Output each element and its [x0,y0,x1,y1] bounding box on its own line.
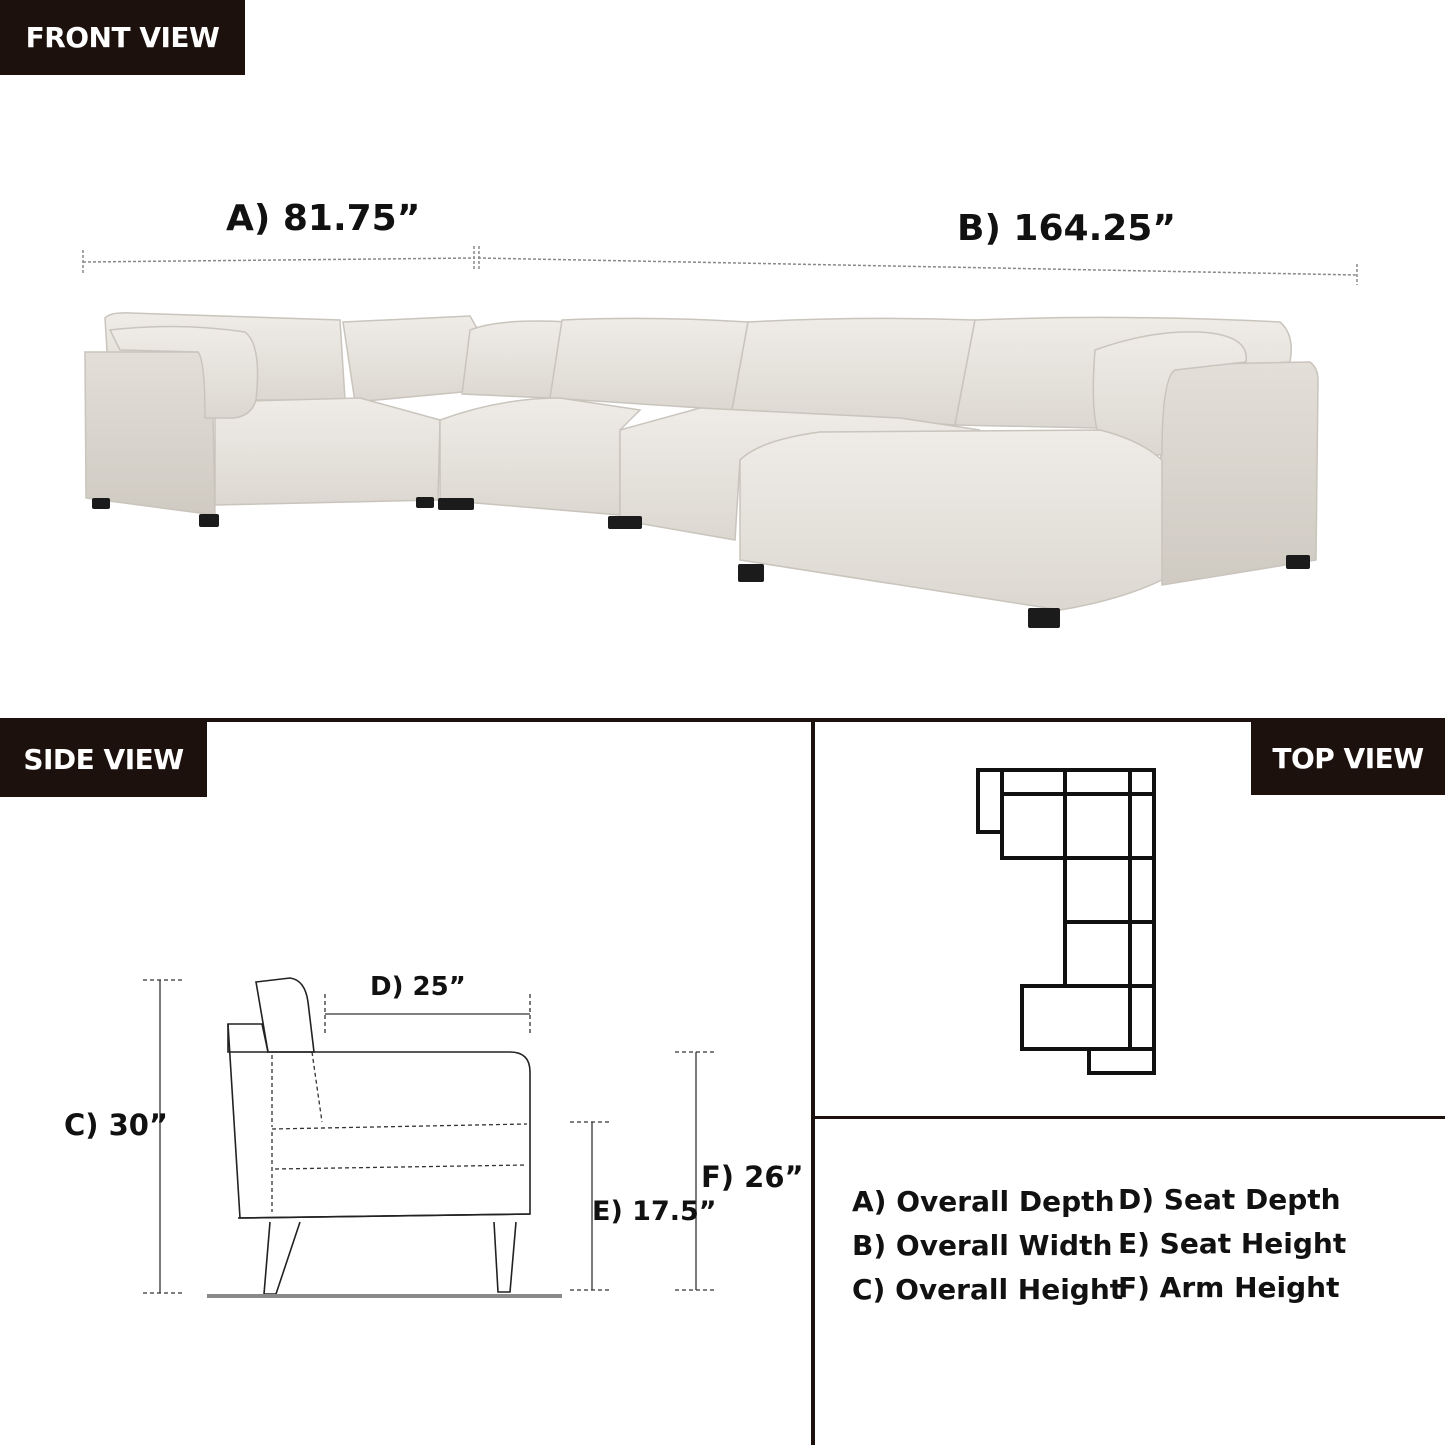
side-view-tag: SIDE VIEW [0,722,207,797]
front-view-tag: FRONT VIEW [0,0,245,75]
side-view-diagram [0,722,812,1442]
legend-divider [815,1116,1445,1119]
legend-item-b: B) Overall Width [852,1229,1113,1262]
legend-item-d: D) Seat Depth [1118,1183,1341,1216]
legend-right-column [1118,1178,1346,1310]
legend-item-a: A) Overall Depth [852,1185,1115,1218]
top-view-tag: TOP VIEW [1251,722,1445,795]
sectional-sofa-illustration [0,0,1445,720]
dimension-a-label: A) 81.75” [226,198,421,239]
legend-item-f: F) Arm Height [1118,1271,1340,1304]
dimension-e-label: E) 17.5” [592,1196,717,1227]
dimension-b-label: B) 164.25” [957,208,1177,249]
legend-item-e: E) Seat Height [1118,1227,1347,1260]
top-view-diagram [815,722,1445,1116]
dimension-d-label: D) 25” [370,972,466,1002]
legend-item-c: C) Overall Height [852,1273,1124,1306]
dimension-c-label: C) 30” [64,1108,169,1142]
legend-left-column [852,1180,1123,1312]
dimension-f-label: F) 26” [701,1160,804,1194]
